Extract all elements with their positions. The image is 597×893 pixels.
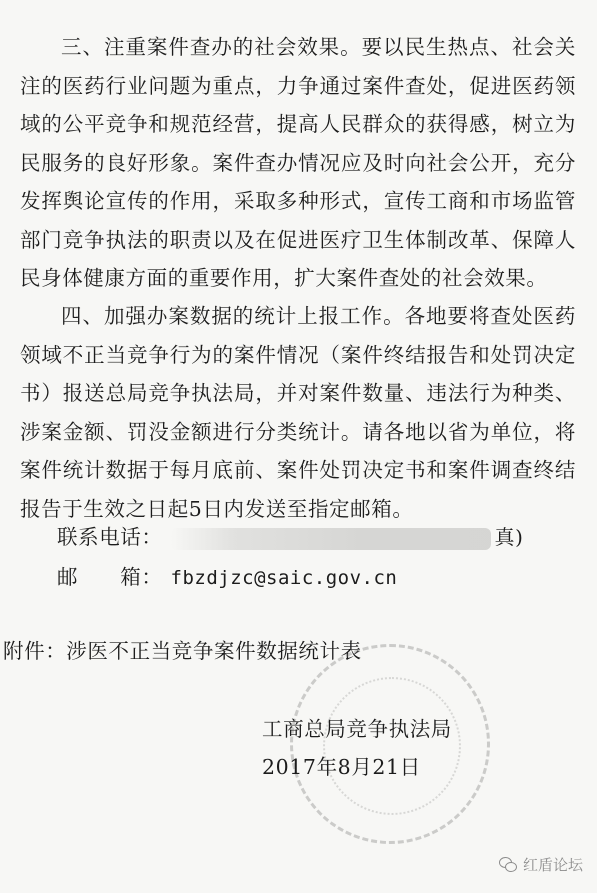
issue-date: 2017年8月21日 (262, 755, 421, 779)
phone-label: 联系电话： (57, 525, 163, 549)
contact-email-line (57, 562, 397, 593)
paragraph-3: 三、注重案件查办的社会效果。要以民生热点、社会关注的医药行业问题为重点，力争通过案件查处，促进医药领域的公平竞争和规范经营，提高人民群众的获得感，树立为民服务的良好形象。案件查办情况应及时向社会公开，充分发挥舆论宣传的作用，采取多种形式，宣传工商和市场监管部门竞争执法的职责以及在促进医疗卫生体制改革、保障人民身体健康方面的重要作用，扩大案件查处的社会效果。 (20, 35, 576, 290)
seal-inner-ring (323, 677, 461, 815)
official-seal (290, 644, 490, 844)
watermark-text: 红盾论坛 (522, 856, 583, 874)
attachment-line: 附件：涉医不正当竞争案件数据统计表 (3, 639, 362, 663)
email-address: fbzdjzc@saic.gov.cn (170, 567, 398, 589)
watermark (499, 854, 583, 875)
fax-tail-text: 真) (494, 525, 524, 549)
contact-phone-line (57, 522, 524, 552)
email-label: 邮 箱： (57, 565, 163, 589)
issuer-signature: 工商总局竞争执法局 (262, 717, 452, 741)
wechat-icon (499, 857, 517, 872)
paragraph-4: 四、加强办案数据的统计上报工作。各地要将查处医药领域不正当竞争行为的案件情况（案件终结报告和处罚决定书）报送总局竞争执法局，并对案件数量、违法行为种类、涉案金额、罚没金额进行分类统计。请各地以省为单位，将案件统计数据于每月底前、案件处罚决定书和案件调查终结报告于生效之日起5日内发送至指定邮箱。 (20, 304, 576, 521)
redacted-phone-number (171, 528, 491, 550)
